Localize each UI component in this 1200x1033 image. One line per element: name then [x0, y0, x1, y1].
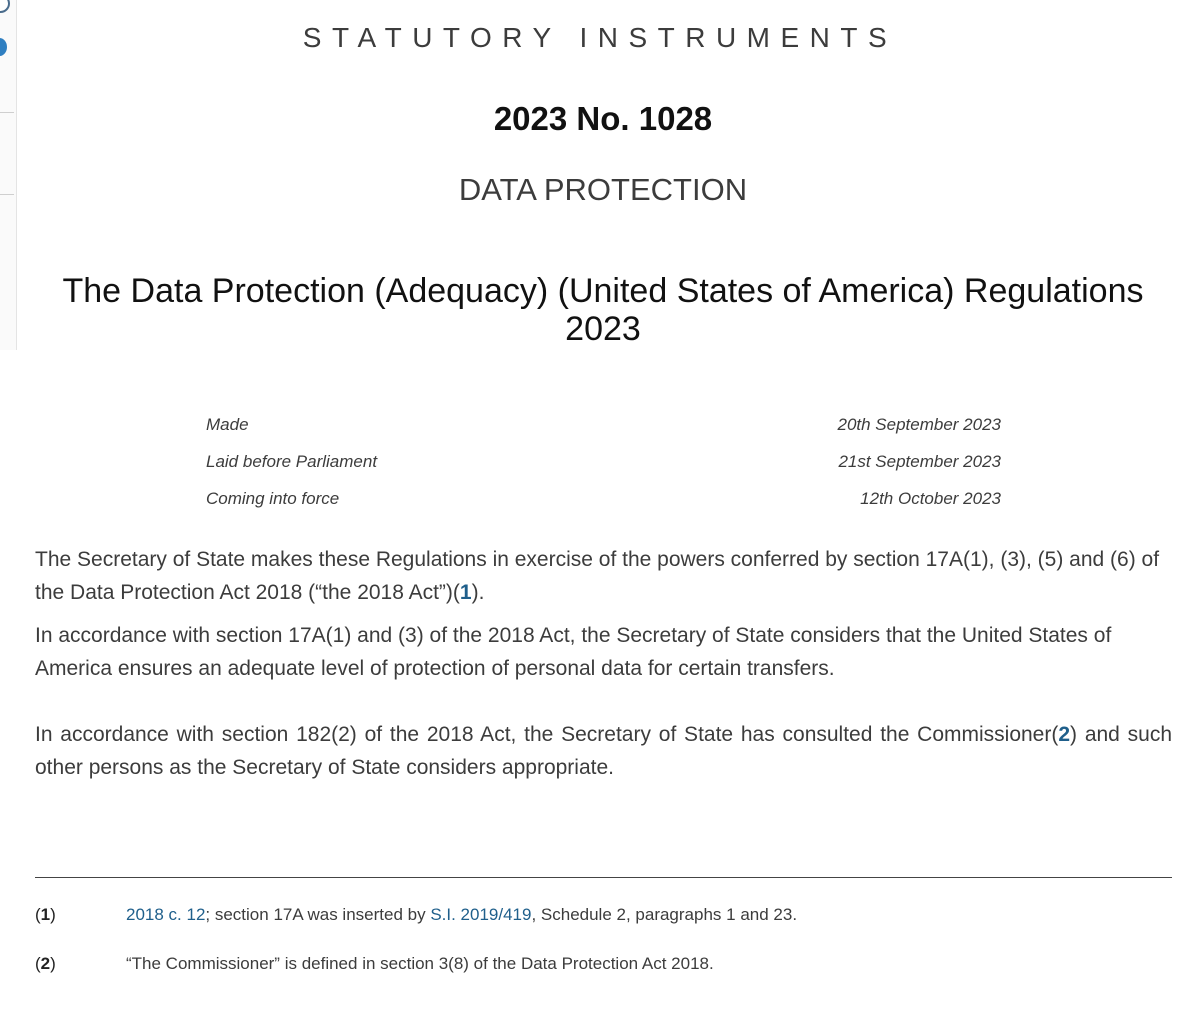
preamble-text: ) and such other persons as the Secretary of State considers appropriate.: [35, 723, 1172, 779]
footnote-ref-1[interactable]: 1: [459, 581, 472, 604]
document-title: The Data Protection (Adequacy) (United States of America) Regulations 2023: [62, 272, 1144, 348]
dates-table: [206, 406, 1001, 517]
footnote-ref-2[interactable]: 2: [1058, 723, 1071, 746]
footnote-text: 2018 c. 12; section 17A was inserted by S.I. 2019/419, Schedule 2, paragraphs 1 and 23.: [126, 905, 798, 924]
date-row-made: [206, 406, 1001, 443]
date-row-in-force: [206, 480, 1001, 517]
date-row-laid: [206, 443, 1001, 480]
document-class-heading: STATUTORY INSTRUMENTS: [302, 22, 898, 53]
date-label: Laid before Parliament: [206, 452, 378, 471]
act-link[interactable]: 2018 c. 12: [126, 905, 206, 924]
footnote-divider: [35, 877, 1172, 878]
preamble-paragraph-2: In accordance with section 17A(1) and (3) of the 2018 Act, the Secretary of State considers that the United States of America ensures an adequate level of protection of personal data for certain transfers.: [35, 624, 1112, 680]
preamble-paragraph-1: [35, 543, 1172, 609]
date-label: Made: [206, 415, 249, 434]
preamble-text: ).: [471, 581, 485, 604]
footnote-number: (2): [35, 954, 56, 973]
preamble-paragraph-3: [35, 718, 1172, 784]
si-link[interactable]: S.I. 2019/419: [430, 905, 532, 924]
date-value: 12th October 2023: [860, 489, 1001, 508]
subject-heading: DATA PROTECTION: [458, 172, 748, 207]
date-label: Coming into force: [206, 489, 340, 508]
footnote-number: (1): [35, 905, 56, 924]
radio-icon[interactable]: [0, 0, 10, 13]
instrument-number: 2023 No. 1028: [493, 100, 713, 137]
date-value: 20th September 2023: [837, 415, 1001, 434]
preamble-text: In accordance with section 182(2) of the 2018 Act, the Secretary of State has consulted the Commissioner(: [35, 723, 1059, 746]
preamble-text: The Secretary of State makes these Regulations in exercise of the powers conferred by section 17A(1), (3), (5) and (6) of the Data Protection Act 2018 (“the 2018 Act”)(: [35, 548, 1160, 604]
footnote-text: “The Commissioner” is defined in section 3(8) of the Data Protection Act 2018.: [126, 954, 714, 973]
date-value: 21st September 2023: [838, 452, 1001, 471]
